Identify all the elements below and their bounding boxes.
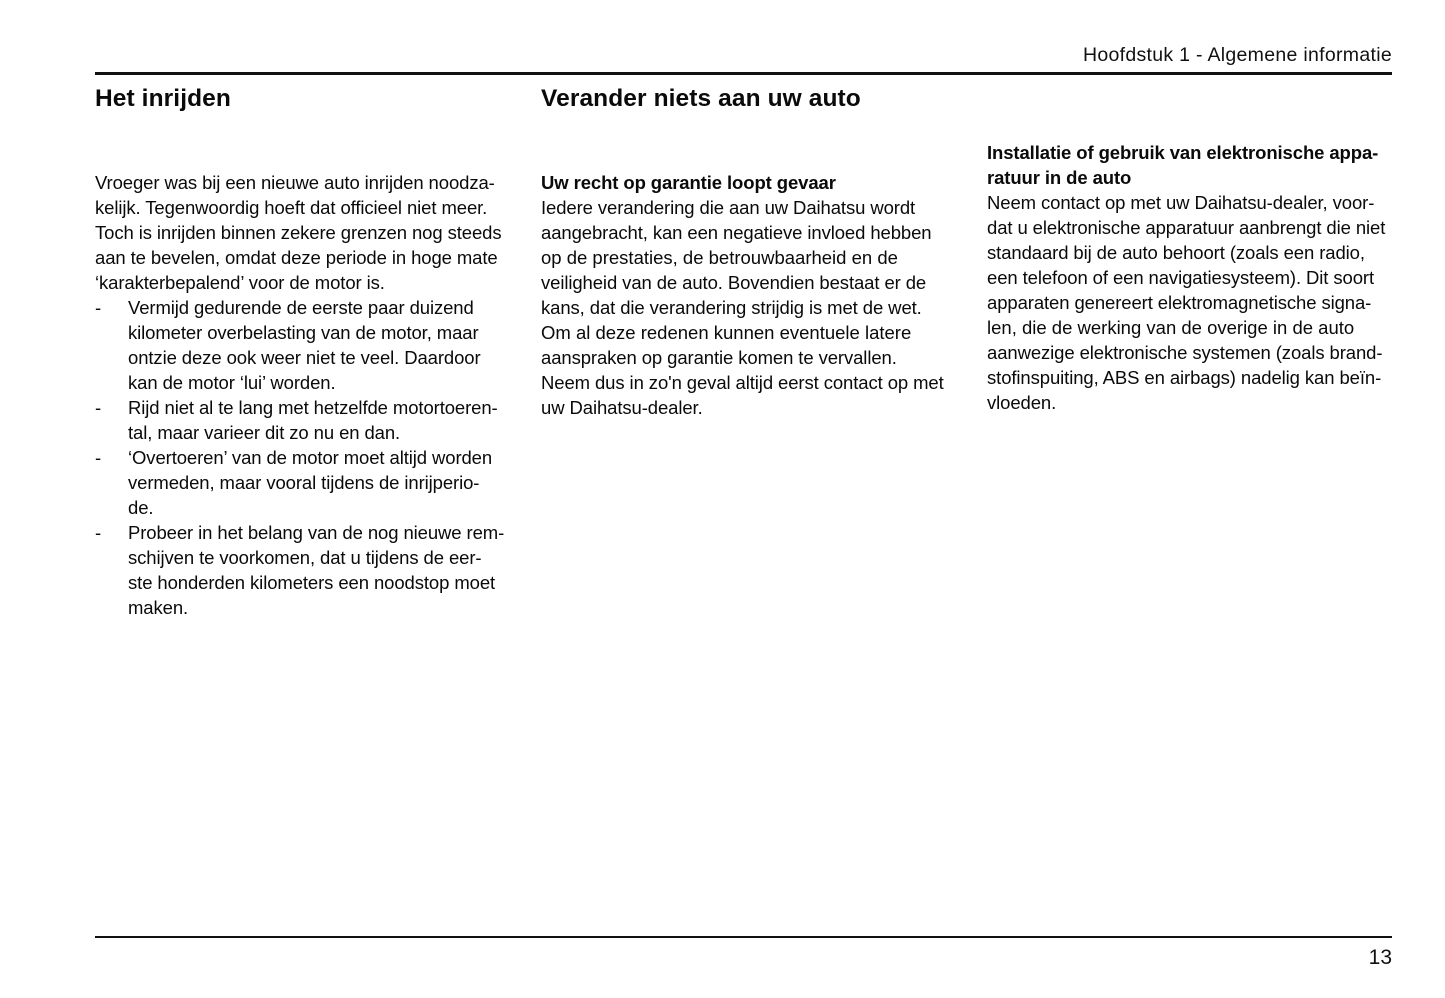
- column-three: [987, 84, 1405, 415]
- text-line: Vermijd gedurende de eerste paar duizend: [128, 297, 474, 318]
- text-line: kilometer overbelasting van de motor, maar: [128, 322, 479, 343]
- dash-marker: -: [95, 447, 102, 468]
- column-two-subheading: Uw recht op garantie loopt gevaar: [541, 172, 836, 193]
- column-three-body: [987, 140, 1405, 415]
- text-line: tal, maar varieer dit zo nu en dan.: [128, 422, 401, 443]
- column-two: [541, 84, 959, 420]
- text-line: maken.: [128, 597, 189, 618]
- column-three-subheading: [987, 140, 1405, 190]
- page-number: 13: [1368, 946, 1392, 969]
- text-line: stofinspuiting, ABS en airbags) nadelig kan beïn-: [987, 367, 1382, 388]
- text-line: vloeden.: [987, 392, 1057, 413]
- text-line: de.: [128, 497, 154, 518]
- list-item: [95, 395, 513, 445]
- text-line: Neem dus in zo'n geval altijd eerst contact op met: [541, 372, 944, 393]
- column-two-title: Verander niets aan uw auto: [541, 85, 861, 112]
- list-item: [95, 445, 513, 520]
- text-line: Rijd niet al te lang met hetzelfde motortoeren-: [128, 397, 498, 418]
- text-line: kelijk. Tegenwoordig hoeft dat officieel niet meer.: [95, 197, 488, 218]
- dash-marker: -: [95, 297, 102, 318]
- column-two-paragraph: [541, 195, 959, 420]
- running-header: Hoofdstuk 1 - Algemene informatie: [1082, 44, 1392, 66]
- text-line: aan te bevelen, omdat deze periode in hoge mate: [95, 247, 498, 268]
- text-line: Vroeger was bij een nieuwe auto inrijden noodza-: [95, 172, 495, 193]
- text-line: aangebracht, kan een negatieve invloed hebben: [541, 222, 932, 243]
- text-line: kans, dat die verandering strijdig is met de wet.: [541, 297, 922, 318]
- dash-marker: -: [95, 397, 102, 418]
- list-item: [95, 520, 513, 620]
- text-line: apparaten genereert elektromagnetische signa-: [987, 292, 1372, 313]
- text-line: op de prestaties, de betrouwbaarheid en de: [541, 247, 898, 268]
- text-line: ‘karakterbepalend’ voor de motor is.: [95, 272, 385, 293]
- text-line: ontzie deze ook weer niet te veel. Daardoor: [128, 347, 481, 368]
- text-line: schijven te voorkomen, dat u tijdens de eer-: [128, 547, 482, 568]
- text-line: Iedere verandering die aan uw Daihatsu wordt: [541, 197, 916, 218]
- dash-marker: -: [95, 522, 102, 543]
- text-line: aanwezige elektronische systemen (zoals brand-: [987, 342, 1383, 363]
- content-columns: [95, 84, 1400, 928]
- column-one: [95, 84, 513, 620]
- text-line: kan de motor ‘lui’ worden.: [128, 372, 336, 393]
- column-two-body: [541, 170, 959, 420]
- column-one-title: Het inrijden: [95, 85, 231, 112]
- text-line: een telefoon of een navigatiesysteem). Dit soort: [987, 267, 1375, 288]
- header-rule: [95, 72, 1392, 75]
- recommendation-list: [95, 295, 513, 620]
- text-line: Installatie of gebruik van elektronische appa-: [987, 142, 1379, 163]
- text-line: ste honderden kilometers een noodstop moet: [128, 572, 496, 593]
- text-line: Probeer in het belang van de nog nieuwe rem-: [128, 522, 505, 543]
- column-three-paragraph: [987, 190, 1405, 415]
- text-line: veiligheid van de auto. Bovendien bestaat er de: [541, 272, 927, 293]
- column-one-body: [95, 170, 513, 620]
- text-line: Toch is inrijden binnen zekere grenzen nog steeds: [95, 222, 502, 243]
- text-line: Neem contact op met uw Daihatsu-dealer, voor-: [987, 192, 1375, 213]
- text-line: dat u elektronische apparatuur aanbrengt die niet: [987, 217, 1386, 238]
- footer-rule: [95, 936, 1392, 938]
- text-line: uw Daihatsu-dealer.: [541, 397, 703, 418]
- intro-paragraph: [95, 170, 513, 295]
- text-line: standaard bij de auto behoort (zoals een radio,: [987, 242, 1365, 263]
- text-line: ratuur in de auto: [987, 167, 1132, 188]
- text-line: ‘Overtoeren’ van de motor moet altijd worden: [128, 447, 493, 468]
- text-line: Om al deze redenen kunnen eventuele latere: [541, 322, 912, 343]
- list-item: [95, 295, 513, 395]
- text-line: aanspraken op garantie komen te vervallen.: [541, 347, 897, 368]
- text-line: len, die de werking van de overige in de auto: [987, 317, 1355, 338]
- text-line: vermeden, maar vooral tijdens de inrijperio-: [128, 472, 480, 493]
